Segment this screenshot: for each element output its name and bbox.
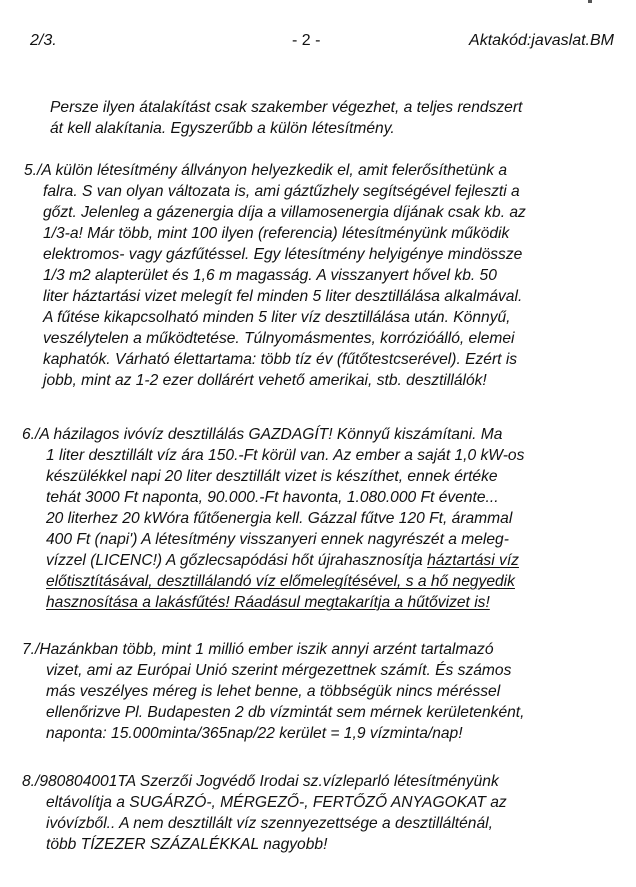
text-line: jobb, mint az 1-2 ezer dollárért vehető amerikai, stb. desztillálók! <box>43 372 487 389</box>
text-line: liter háztartási vizet melegít fel minden 5 liter desztillálása alkalmával. <box>43 288 523 305</box>
page-header <box>30 32 614 54</box>
text-line: 8./980804001TA Szerzői Jogvédő Irodai sz.vízleparló létesítményünk <box>22 773 499 790</box>
text-line: elektromos- vagy gázfűtéssel. Egy létesítmény helyigénye mindössze <box>43 246 523 263</box>
text-line: gőzt. Jelenleg a gázenergia díja a villamosenergia díjának csak kb. az <box>43 204 526 221</box>
text-line: át kell alakítania. Egyszerűbb a külön létesítmény. <box>50 120 395 137</box>
text-line: kaphatók. Várható élettartama: több tíz év (fűtőtestcserével). Ezért is <box>43 351 518 368</box>
page-fraction: 2/3. <box>30 32 57 49</box>
text-line: ivóvízből.. A nem desztillált víz szennyezettsége a desztillálténál, <box>46 815 493 832</box>
page-number: - 2 - <box>292 32 321 49</box>
text-line: Persze ilyen átalakítást csak szakember végezhet, a teljes rendszert <box>50 99 523 116</box>
text-line: több TÍZEZER SZÁZALÉKKAL nagyobb! <box>46 836 328 853</box>
scan-mark <box>588 0 592 3</box>
text-line: 20 literhez 20 kWóra fűtőenergia kell. Gázzal fűtve 120 Ft, árammal <box>46 510 513 527</box>
text-line: eltávolítja a SUGÁRZÓ-, MÉRGEZŐ-, FERTŐZŐ ANYAGOKAT az <box>46 794 507 811</box>
text-line: 5./A külön létesítmény állványon helyezkedik el, amit felerősíthetünk a <box>24 162 508 179</box>
text-line: 400 Ft (napi') A létesítmény visszanyeri ennek nagyrészét a meleg- <box>46 531 509 548</box>
underlined-text: háztartási víz <box>427 552 519 569</box>
text-line: A fűtése kikapcsolható minden 5 liter víz desztillálása után. Könnyű, <box>43 309 511 326</box>
text-line: ellenőrizve Pl. Budapesten 2 db vízmintát sem mérnek kerületenként, <box>46 704 525 721</box>
reference-code: Aktakód:javaslat.BM <box>469 32 614 49</box>
text-line <box>46 551 519 571</box>
text-line: más veszélyes méreg is lehet benne, a többségük nincs méréssel <box>46 683 501 700</box>
underlined-text-line: előtisztításával, desztillálandó víz előmelegítésével, s a hő negyedik <box>46 573 515 590</box>
text-line: naponta: 15.000minta/365nap/22 kerület = 1,9 vízminta/nap! <box>46 725 463 742</box>
text-line: 1/3-a! Már több, mint 100 ilyen (referencia) létesítményünk működik <box>43 225 510 242</box>
text-line: 1 liter desztillált víz ára 150.-Ft körül van. Az ember a saját 1,0 kW-os <box>46 447 525 464</box>
text-line: 6./A házilagos ivóvíz desztillálás GAZDAGÍT! Könnyű kiszámítani. Ma <box>22 426 503 443</box>
text-line: tehát 3000 Ft naponta, 90.000.-Ft havonta, 1.080.000 Ft évente... <box>46 489 499 506</box>
text-line: 1/3 m2 alapterület és 1,6 m magasság. A visszanyert hővel kb. 50 <box>43 267 497 284</box>
text-line: veszélytelen a működtetése. Túlnyomásmentes, korrózióálló, elemei <box>43 330 515 347</box>
text-line: 7./Hazánkban több, mint 1 millió ember iszik annyi arzént tartalmazó <box>22 641 494 658</box>
underlined-text-line: hasznosítása a lakásfűtés! Ráadásul megtakarítja a hűtővizet is! <box>46 594 490 611</box>
text-span: vízzel (LICENC!) A gőzlecsapódási hőt újrahasznosítja <box>46 552 428 569</box>
text-line: készülékkel napi 20 liter desztillált vizet is készíthet, ennek értéke <box>46 468 498 485</box>
text-line: falra. S van olyan változata is, ami gáztűzhely segítségével fejleszti a <box>43 183 520 200</box>
text-line: vizet, ami az Európai Unió szerint mérgezettnek számít. És számos <box>46 662 512 679</box>
